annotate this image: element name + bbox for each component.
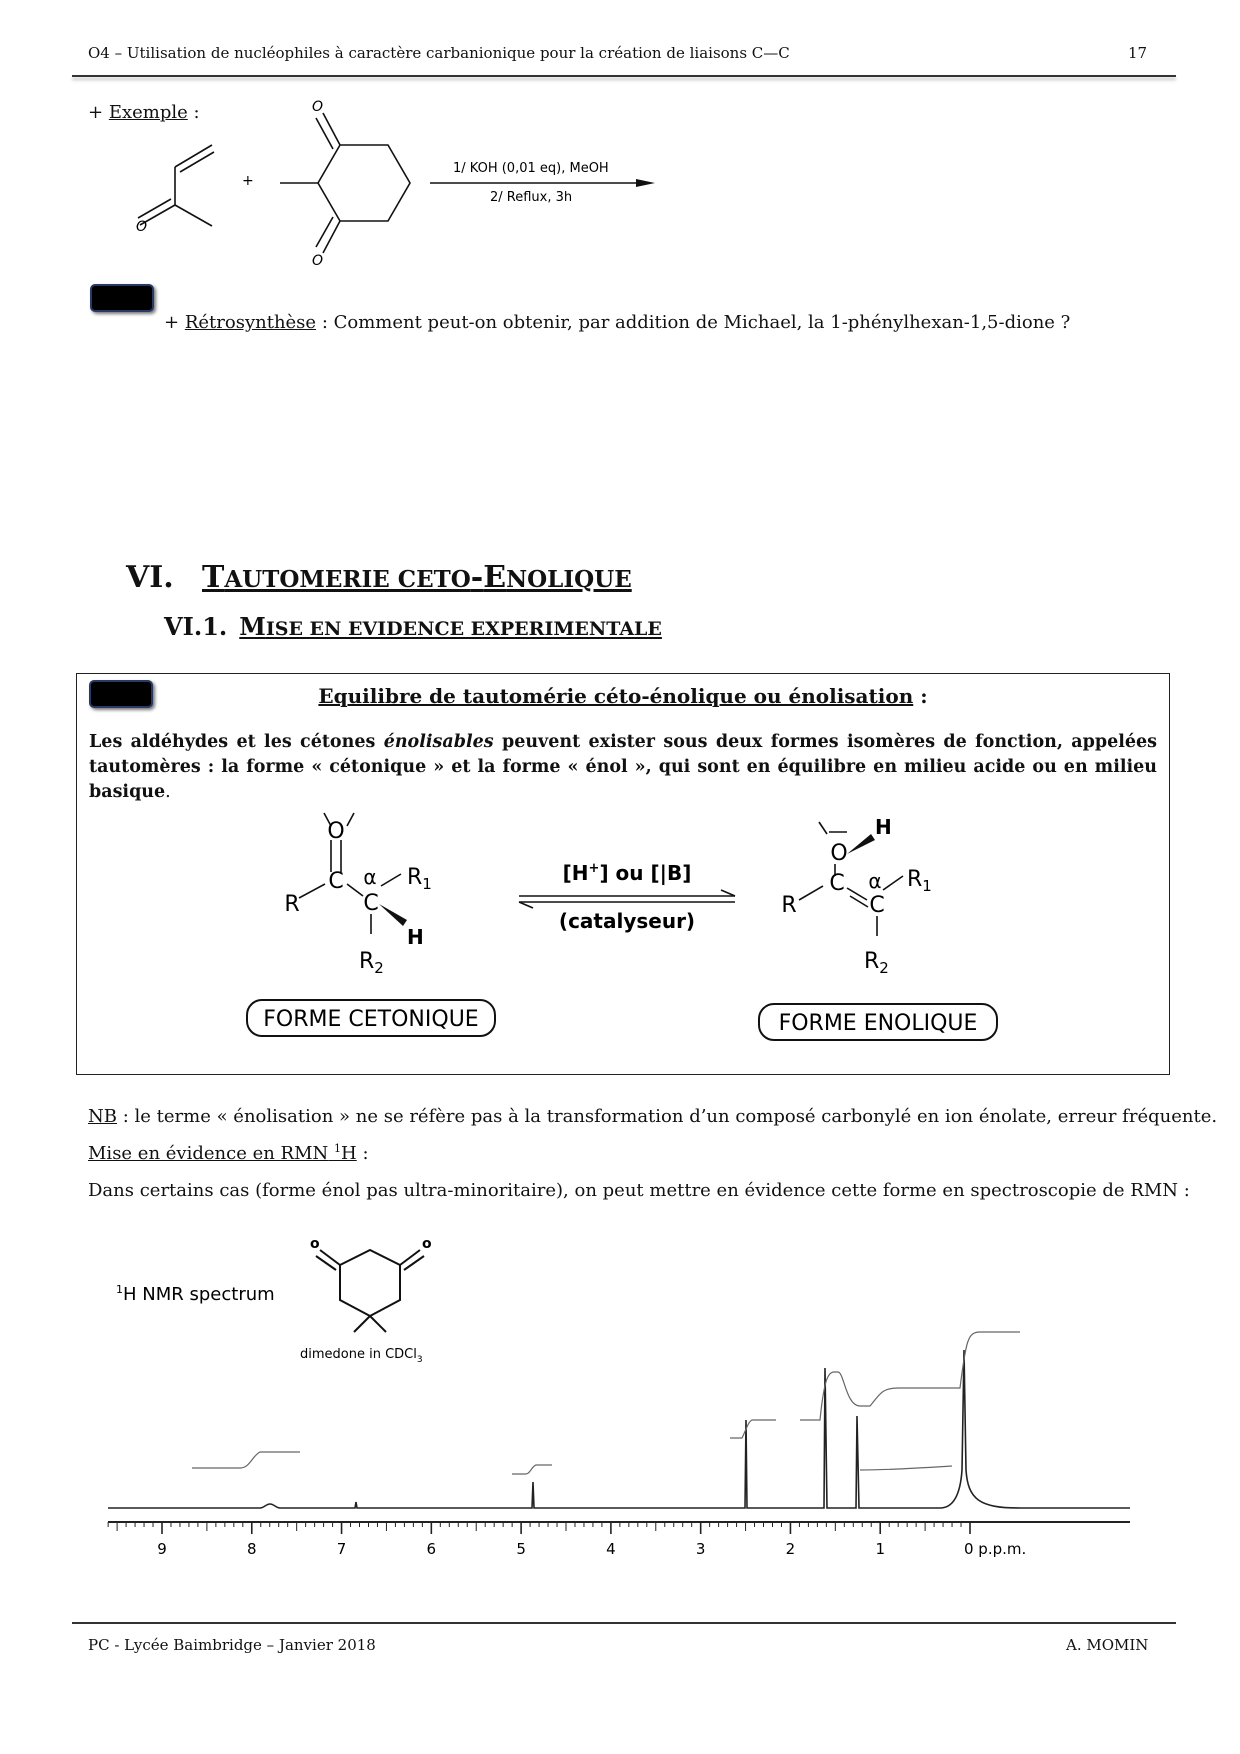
keto-structure xyxy=(299,813,401,934)
spectrum-trace xyxy=(108,1350,1130,1508)
enol-alpha-label: α xyxy=(868,869,882,893)
axis-tick-label: 5 xyxy=(516,1540,526,1558)
enol-r2: $R_2$ xyxy=(864,949,889,977)
keto-atom-r: R xyxy=(284,892,300,917)
enol-oh-bond xyxy=(847,834,875,854)
dimedone-atom-o: o xyxy=(310,1236,320,1252)
axis-tick-label: 1 xyxy=(875,1540,885,1558)
header-rule xyxy=(72,75,1176,77)
carbonyl-bond xyxy=(316,118,333,149)
keto-r2: $R_2$ xyxy=(359,949,384,977)
subsection-heading: VI.1. MISE EN EVIDENCE EXPERIMENTALE xyxy=(164,612,662,641)
keto-atom-o: O xyxy=(327,819,345,844)
retrosynthesis-question: + Rétrosynthèse : Comment peut-on obtenir, par addition de Michael, la 1-phénylhexan-1,5-dione ? xyxy=(164,312,1071,333)
mvk-double-bond xyxy=(180,152,214,172)
mvk-bond xyxy=(175,205,212,226)
exercise-marker xyxy=(90,284,154,312)
dimedone-structure xyxy=(316,1250,424,1332)
footer-author: A. MOMIN xyxy=(1066,1636,1149,1654)
keto-form-label: FORME CETONIQUE xyxy=(263,1007,479,1032)
spectrum-title: $^1$H NMR spectrum xyxy=(116,1283,275,1305)
reaction-arrowhead xyxy=(636,179,655,187)
axis-labels xyxy=(157,1540,1026,1558)
atom-o: O xyxy=(136,219,148,235)
carbonyl-bond xyxy=(323,221,340,253)
axis-tick-label: 2 xyxy=(785,1540,796,1558)
keto-atom-c-alpha: C xyxy=(363,891,379,916)
definition-title: Equilibre de tautomérie céto-énolique ou énolisation : xyxy=(318,684,928,708)
keto-atom-c: C xyxy=(328,869,344,894)
enol-atom-o: O xyxy=(830,841,848,866)
carbonyl-bond xyxy=(323,113,340,145)
page-number: 17 xyxy=(1128,44,1148,62)
wedge-bond xyxy=(379,904,407,926)
axis-tick-label: 9 xyxy=(157,1540,167,1558)
mvk-carbonyl xyxy=(138,199,171,218)
keto-atom-h: H xyxy=(407,925,424,949)
enol-atom-h: H xyxy=(875,815,892,839)
keto-alpha-label: α xyxy=(363,865,377,889)
axis-tick-label: 6 xyxy=(426,1540,437,1558)
enol-structure xyxy=(799,822,903,936)
axis-tick-label: 3 xyxy=(695,1540,706,1558)
catalyst-note: (catalyseur) xyxy=(558,909,696,933)
axis-tick-label: 0 p.p.m. xyxy=(964,1540,1027,1558)
reaction-condition-2: 2/ Reflux, 3h xyxy=(490,190,573,205)
catalyst-label: [H+] ou [|B] xyxy=(562,861,692,885)
nb-note: NB : le terme « énolisation » ne se réfère pas à la transformation d’un composé carbonylé en ion énolate, erreur fréquente. xyxy=(88,1106,1218,1127)
nmr-intro: Dans certains cas (forme énol pas ultra-minoritaire), on peut mettre en évidence cette forme en spectroscopie de RMN : xyxy=(88,1180,1190,1201)
enol-atom-c-alpha: C xyxy=(869,893,885,918)
nmr-spectrum xyxy=(100,1220,1160,1570)
definition-text: Les aldéhydes et les cétones énolisables peuvent exister sous deux formes isomères de fonction, appelées tautomères : la forme « cétonique » et la forme « énol », qui sont en équilibre en milieu acide ou en milieu basique. xyxy=(89,732,1158,802)
definition-box xyxy=(76,673,1170,1075)
enol-atom-r: R xyxy=(781,893,797,918)
michael-reaction-scheme xyxy=(110,95,670,275)
plus-sign: + xyxy=(242,173,254,189)
carbonyl-bond xyxy=(316,217,333,247)
ring-bonds xyxy=(318,145,410,221)
spectrum-caption: dimedone in CDCl$_3$ xyxy=(300,1347,423,1365)
reaction-condition-1: 1/ KOH (0,01 eq), MeOH xyxy=(453,161,609,176)
keto-r1: $R_1$ xyxy=(407,865,432,893)
nmr-subheading: Mise en évidence en RMN $^1$H : xyxy=(88,1142,369,1164)
example-heading: + Exemple : xyxy=(88,102,200,123)
axis-tick-label: 4 xyxy=(606,1540,616,1558)
section-heading: VI. TAUTOMERIE CETO-ENOLIQUE xyxy=(126,560,632,595)
equilibrium-arrows xyxy=(519,890,735,908)
enol-r1: $R_1$ xyxy=(907,867,932,895)
enol-form-label: FORME ENOLIQUE xyxy=(778,1011,978,1036)
tautomerism-scheme xyxy=(77,804,1167,1054)
running-header: O4 – Utilisation de nucléophiles à caractère carbanionique pour la création de liaisons C—C xyxy=(88,44,790,62)
axis-tick-label: 8 xyxy=(247,1540,257,1558)
axis-ticks xyxy=(100,1522,970,1534)
axis-tick-label: 7 xyxy=(336,1540,347,1558)
footer-rule xyxy=(72,1622,1176,1624)
dimedone-atom-o: o xyxy=(422,1236,432,1252)
atom-o: O xyxy=(312,253,324,269)
atom-o: O xyxy=(312,99,324,115)
footer-left: PC - Lycée Baimbridge – Janvier 2018 xyxy=(88,1636,376,1654)
enol-atom-c: C xyxy=(829,871,845,896)
